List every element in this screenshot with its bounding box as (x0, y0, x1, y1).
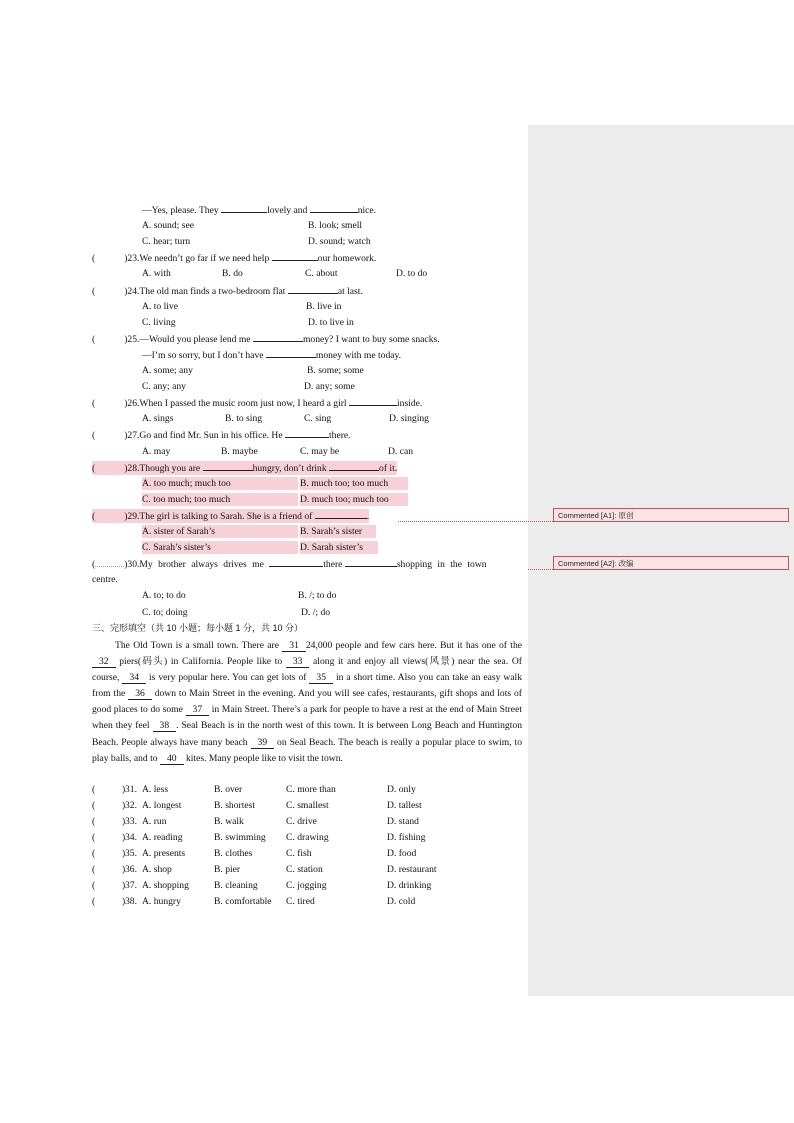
option-a: A. sound; see (142, 220, 194, 231)
q30-line2: centre. (92, 574, 118, 585)
answer-blank (329, 461, 379, 471)
q25-line2 (142, 348, 401, 362)
option-d: D. to live in (308, 317, 354, 328)
option-b: B. walk (214, 816, 244, 827)
question-number: 23. (127, 253, 140, 264)
question-stem: Though you are (139, 463, 203, 474)
text: there. (329, 430, 351, 441)
answer-paren-close: ) (122, 832, 126, 843)
answer-paren-open: ( (92, 253, 96, 264)
answer-blank (315, 509, 367, 519)
option-c: C. may be (300, 446, 340, 457)
answer-paren-close: ) (124, 430, 128, 441)
section-title: 三、完形填空（共 10 小题；每小题 1 分，共 10 分） (92, 623, 304, 633)
answer-paren-open: ( (92, 334, 96, 345)
comment-a2[interactable] (553, 556, 789, 570)
option-a: A. less (142, 784, 169, 795)
question-number: 30. (127, 559, 140, 570)
answer-paren-open: ( (92, 286, 96, 297)
option-a: A. may (142, 446, 171, 457)
answer-paren-open: ( (92, 816, 96, 827)
option-c: C. hear; turn (142, 236, 191, 247)
cloze-passage (92, 638, 522, 767)
option-d: D. cold (387, 896, 416, 907)
passage-text: down to Main Street in the evening. And you will see cafes, restaurants, gift shops and lots of good places to do some (92, 688, 522, 716)
text: nice. (357, 205, 377, 216)
option-d: D. to do (396, 268, 428, 279)
cloze-blank-number: 39 (251, 737, 275, 749)
text: money with me today. (315, 350, 402, 361)
question-28 (92, 461, 397, 475)
option-d: D. fishing (387, 832, 426, 843)
option-a: A. with (142, 268, 171, 279)
option-c: C. to; doing (142, 607, 188, 618)
text: our homework. (317, 253, 377, 264)
question-number: 29. (127, 511, 140, 522)
option-d: D. /; do (301, 607, 331, 618)
answer-paren-open: ( (92, 430, 96, 441)
option-b: B. look; smell (308, 220, 363, 231)
option-b: B. shortest (214, 800, 256, 811)
option-d: D. any; some (304, 381, 355, 392)
cloze-blank-number: 31 (282, 640, 306, 652)
option-c: C. any; any (142, 381, 186, 392)
option-d: D. can (388, 446, 414, 457)
option-c: C. station (286, 864, 323, 875)
question-number: 31. (125, 784, 137, 795)
comment-connector (398, 521, 553, 522)
text: there (323, 559, 345, 570)
answer-paren-open: ( (92, 864, 96, 875)
text: lovely and (267, 205, 310, 216)
option-d: D. tallest (387, 800, 422, 811)
answer-paren-close: ) (124, 511, 128, 522)
answer-paren-close: ) (124, 559, 128, 570)
answer-blank (349, 396, 397, 406)
answer-paren-open: ( (92, 896, 96, 907)
passage-text: piers(码头) in California. People like to (115, 656, 286, 668)
text: inside. (397, 398, 423, 409)
passage-text: The Old Town is a small town. There are (115, 640, 283, 651)
option-d: D. restaurant (387, 864, 437, 875)
q22-reply-line (142, 203, 376, 217)
answer-paren-open: ( (92, 559, 96, 570)
answer-paren-open: ( (92, 398, 96, 409)
text: of it. (379, 463, 398, 474)
passage-text: along it and enjoy all views(风景) near the sea. Of course, (92, 656, 522, 684)
option-b: B. some; some (307, 365, 364, 376)
cloze-blank-number: 32 (92, 656, 116, 668)
question-number: 32. (125, 800, 137, 811)
option-a: A. to live (142, 301, 178, 312)
option-d: D. Sarah sister’s (300, 541, 378, 554)
option-a: A. to; to do (142, 590, 186, 601)
option-d: D. stand (387, 816, 419, 827)
question-25 (92, 332, 440, 346)
cloze-blank-number: 34 (122, 672, 146, 684)
option-d: D. much too; much too (300, 493, 408, 506)
text: money? I want to buy some snacks. (302, 334, 440, 345)
answer-blank (203, 461, 253, 471)
option-b: B. to sing (225, 413, 263, 424)
question-number: 33. (125, 816, 137, 827)
text: shopping in the town (396, 559, 487, 570)
option-c: C. more than (286, 784, 336, 795)
option-b: B. over (214, 784, 243, 795)
option-d: D. sound; watch (308, 236, 371, 247)
question-number: 37. (125, 880, 137, 891)
cloze-blank-number: 40 (160, 753, 184, 765)
question-stem: We needn’t go far if we need help (139, 253, 272, 264)
comment-text: 原创 (618, 511, 634, 520)
answer-paren-open: ( (92, 800, 96, 811)
passage-text: in a short time. Also you can take an easy walk from the (92, 672, 522, 700)
text: —I’m so sorry, but I don’t have (142, 350, 266, 361)
question-number: 26. (127, 398, 140, 409)
option-c: C. sing (304, 413, 332, 424)
answer-paren-close: ) (124, 334, 128, 345)
answer-paren-close: ) (122, 816, 126, 827)
option-d: D. singing (389, 413, 429, 424)
option-b: B. maybe (221, 446, 258, 457)
option-d: D. drinking (387, 880, 432, 891)
option-c: C. about (305, 268, 338, 279)
answer-paren-close: ) (122, 800, 126, 811)
passage-text: kites. Many people like to visit the town. (183, 752, 343, 764)
answer-paren-open: ( (92, 463, 96, 474)
passage-text: . Seal Beach is in the north west of this town. It is between Long Beach and Huntington Beach. People always have many beach (92, 720, 522, 748)
option-b: B. /; to do (298, 590, 337, 601)
question-24 (92, 284, 363, 298)
answer-blank (272, 251, 318, 261)
option-a: A. sings (142, 413, 174, 424)
answer-paren-close: ) (122, 896, 126, 907)
question-number: 35. (125, 848, 137, 859)
cloze-blank-number: 38 (153, 720, 177, 732)
answer-blank (288, 284, 338, 294)
answer-paren-close: ) (124, 463, 128, 474)
answer-paren-open: ( (92, 848, 96, 859)
answer-paren-open: ( (92, 880, 96, 891)
option-c: C. living (142, 317, 176, 328)
answer-paren-close: ) (124, 253, 128, 264)
passage-text: on Seal Beach. The beach is really a popular place to swim, to play balls, and to (92, 736, 523, 764)
question-number: 34. (125, 832, 137, 843)
option-b: B. much too; too much (300, 477, 408, 490)
question-number: 36. (125, 864, 137, 875)
question-stem: When I passed the music room just now, I heard a girl (139, 398, 349, 409)
text: —Yes, please. They (142, 205, 222, 216)
question-stem: The girl is talking to Sarah. She is a friend of (139, 511, 315, 522)
passage-text: 24,000 people and few cars here. But it has one of the (305, 640, 523, 651)
answer-blank (266, 348, 316, 358)
option-d: D. food (387, 848, 417, 859)
option-a: A. shop (142, 864, 172, 875)
option-b: B. Sarah’s sister (300, 525, 376, 538)
question-stem: —Would you please lend me (139, 334, 253, 345)
option-c: C. drive (286, 816, 317, 827)
option-d: D. only (387, 784, 416, 795)
comment-label: Commented [A1]: (558, 511, 617, 520)
option-a: A. sister of Sarah’s (142, 525, 298, 538)
cloze-blank-number: 36 (128, 688, 152, 700)
option-c: C. too much; too much (142, 493, 298, 506)
answer-blank (253, 332, 303, 342)
cloze-blank-number: 37 (186, 704, 210, 716)
option-a: A. some; any (142, 365, 193, 376)
option-a: A. longest (142, 800, 182, 811)
option-b: B. pier (214, 864, 241, 875)
question-23 (92, 251, 376, 265)
option-c: C. tired (286, 896, 315, 907)
option-c: C. drawing (286, 832, 329, 843)
answer-blank (285, 428, 329, 438)
answer-blank (221, 203, 267, 213)
question-stem: My brother always drives me (139, 559, 270, 570)
text: . (366, 511, 370, 522)
comment-label: Commented [A2]: (558, 559, 617, 568)
answer-paren-open: ( (92, 832, 96, 843)
comment-a1[interactable] (553, 508, 789, 522)
question-number: 24. (127, 286, 140, 297)
option-a: A. too much; much too (142, 477, 298, 490)
cloze-blank-number: 35 (309, 672, 333, 684)
option-c: C. fish (286, 848, 312, 859)
answer-paren-open: ( (92, 511, 96, 522)
option-a: A. presents (142, 848, 186, 859)
comment-text: 改编 (618, 559, 634, 568)
answer-paren-close: ) (124, 286, 128, 297)
comment-connector (528, 569, 553, 570)
question-number: 25. (127, 334, 140, 345)
option-b: B. do (222, 268, 243, 279)
option-b: B. live in (306, 301, 342, 312)
answer-blank (345, 557, 397, 567)
answer-paren-close: ) (122, 880, 126, 891)
question-number: 27. (127, 430, 140, 441)
answer-paren-close: ) (122, 784, 126, 795)
passage-text: in Main Street. There’s a park for people to have a rest at the end of Main Street when they feel (92, 704, 522, 732)
answer-paren-open: ( (92, 784, 96, 795)
text: hungry, don’t drink (252, 463, 330, 474)
question-29 (92, 509, 369, 523)
option-b: B. cleaning (214, 880, 258, 891)
answer-paren-close: ) (122, 864, 126, 875)
option-c: C. smallest (286, 800, 329, 811)
answer-blank (269, 557, 323, 567)
answer-paren-close: ) (122, 848, 126, 859)
question-27 (92, 428, 351, 442)
option-b: B. comfortable (214, 896, 272, 907)
option-a: A. shopping (142, 880, 189, 891)
question-26 (92, 396, 422, 410)
passage-text: is very popular here. You can get lots of (146, 672, 310, 684)
question-stem: The old man finds a two-bedroom flat (139, 286, 288, 297)
option-c: C. Sarah’s sister’s (142, 541, 298, 554)
option-b: B. swimming (214, 832, 266, 843)
question-30 (92, 557, 487, 571)
question-number: 38. (125, 896, 137, 907)
answer-paren-close: ) (124, 398, 128, 409)
option-b: B. clothes (214, 848, 253, 859)
option-c: C. jogging (286, 880, 327, 891)
question-number: 28. (127, 463, 140, 474)
text: at last. (337, 286, 363, 297)
question-stem: Go and find Mr. Sun in his office. He (139, 430, 285, 441)
option-a: A. reading (142, 832, 183, 843)
cloze-blank-number: 33 (286, 656, 310, 668)
answer-blank (310, 203, 358, 213)
option-a: A. hungry (142, 896, 181, 907)
option-a: A. run (142, 816, 167, 827)
